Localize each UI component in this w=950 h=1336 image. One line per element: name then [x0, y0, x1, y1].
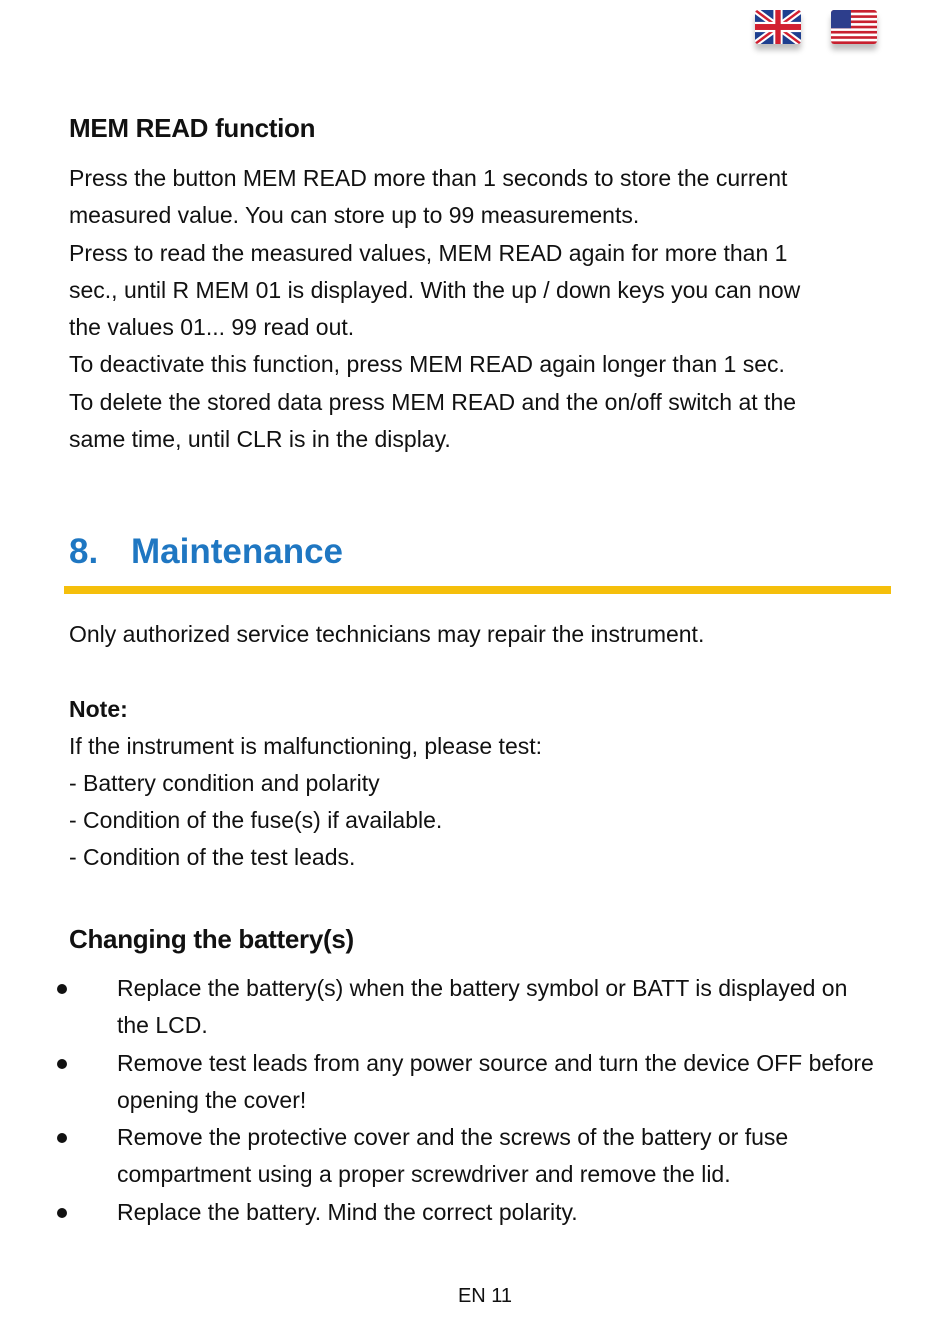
note-line: - Condition of the fuse(s) if available.	[69, 807, 443, 833]
note-line: If the instrument is malfunctioning, please test:	[69, 733, 543, 759]
maintenance-intro: Only authorized service technicians may repair the instrument.	[69, 621, 705, 647]
battery-heading: Changing the battery(s)	[69, 924, 354, 954]
list-item	[0, 1045, 877, 1120]
list-item	[0, 1119, 877, 1194]
language-flags	[755, 10, 885, 60]
note-line: - Battery condition and polarity	[69, 770, 380, 796]
battery-steps-list	[0, 970, 950, 1231]
page-number: EN 11	[457, 1285, 513, 1307]
mem-read-line: Press to read the measured values, MEM READ again for more than 1	[69, 239, 788, 266]
us-flag-icon[interactable]	[831, 10, 877, 44]
note-line: - Condition of the test leads.	[69, 844, 356, 870]
section-title-maintenance	[69, 532, 343, 572]
uk-flag-icon[interactable]	[755, 10, 801, 44]
mem-read-line: Press the button MEM READ more than 1 seconds to store the current	[69, 165, 788, 191]
list-item-text: Remove test leads from any power source and turn the device OFF before opening the cover!	[117, 1049, 874, 1113]
mem-read-line: the values 01... 99 read out.	[69, 314, 355, 341]
bullet-icon	[57, 984, 67, 994]
section-divider	[64, 586, 891, 594]
bullet-icon	[57, 1133, 67, 1143]
list-item-text: Replace the battery(s) when the battery symbol or BATT is displayed on the LCD.	[117, 975, 848, 1039]
list-item-text: Replace the battery. Mind the correct polarity.	[117, 1198, 578, 1225]
note-label: Note:	[69, 696, 128, 722]
mem-read-heading: MEM READ function	[69, 113, 316, 143]
section-number: 8.	[69, 532, 99, 571]
list-item-text: Remove the protective cover and the screws of the battery or fuse compartment using a proper screwdriver and remove the lid.	[117, 1124, 789, 1188]
mem-read-line: To deactivate this function, press MEM READ again longer than 1 sec.	[69, 351, 785, 378]
mem-read-line: To delete the stored data press MEM READ and the on/off switch at the	[69, 388, 797, 415]
mem-read-paragraph	[69, 160, 899, 458]
mem-read-line: sec., until R MEM 01 is displayed. With the up / down keys you can now	[69, 276, 801, 303]
mem-read-line: measured value. You can store up to 99 measurements.	[69, 202, 640, 229]
bullet-icon	[57, 1208, 67, 1218]
section-title-text: Maintenance	[131, 532, 343, 571]
list-item	[0, 1194, 877, 1231]
mem-read-line: same time, until CLR is in the display.	[69, 426, 451, 453]
list-item	[0, 970, 877, 1045]
bullet-icon	[57, 1059, 67, 1069]
